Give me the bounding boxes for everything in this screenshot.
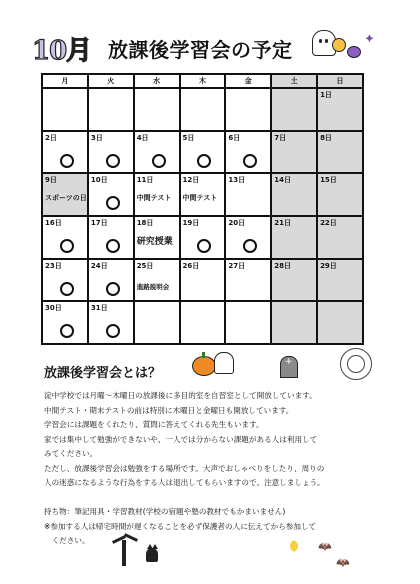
calendar-day-cell: [271, 259, 317, 302]
day-number: 18日: [136, 218, 154, 227]
day-number: 19日: [182, 218, 200, 227]
calendar-day-cell: [317, 301, 363, 344]
day-number: 24日: [90, 261, 108, 270]
ghost-icon: [214, 352, 234, 374]
weekday-header-row: [42, 74, 363, 88]
session-circle-mark: [243, 239, 257, 253]
session-circle-mark: [60, 282, 74, 296]
weekday-header: 火: [88, 74, 134, 88]
calendar-week-row: [42, 259, 363, 302]
session-circle-mark: [152, 154, 166, 168]
schedule-calendar: [41, 73, 364, 345]
event-label: 中間テスト: [182, 194, 218, 203]
day-number: 7日: [274, 133, 287, 142]
calendar-day-cell: [180, 259, 226, 302]
calendar-day-cell: [42, 131, 88, 174]
calendar-day-cell: [225, 301, 271, 344]
day-number: 27日: [228, 261, 246, 270]
pumpkin-icon: [192, 356, 216, 376]
calendar-day-cell: [271, 88, 317, 131]
session-circle-mark: [197, 154, 211, 168]
bat-icon: 🦇: [318, 540, 332, 553]
calendar-day-cell: [317, 173, 363, 216]
weekday-header: 日: [317, 74, 363, 88]
calendar-day-cell: [317, 131, 363, 174]
day-number: 30日: [45, 304, 62, 313]
calendar-day-cell: [134, 259, 180, 302]
event-label: 研究授業: [136, 236, 173, 247]
calendar-day-cell: [225, 88, 271, 131]
calendar-day-cell: [225, 131, 271, 174]
day-number: 9日: [45, 176, 57, 185]
session-circle-mark: [197, 239, 211, 253]
about-text-line: 家では集中して勉強ができないや、一人では分からない課題がある人は利用して: [44, 434, 318, 444]
session-circle-mark: [106, 324, 120, 338]
about-section: [44, 362, 384, 381]
calendar-day-cell: [134, 173, 180, 216]
about-text-line: 人の迷惑になるような行為をする人は退出してもらいますので、注意しましょう。: [44, 478, 325, 487]
day-number: 14日: [274, 176, 291, 185]
weekday-header: 金: [225, 74, 271, 88]
calendar-day-cell: [225, 259, 271, 302]
day-number: 13日: [228, 176, 246, 185]
event-label: 進路説明会: [136, 282, 170, 291]
session-circle-mark: [60, 239, 74, 253]
event-label: 中間テスト: [136, 194, 172, 203]
day-number: 1日: [320, 91, 332, 99]
day-number: 3日: [90, 133, 103, 142]
session-circle-mark: [60, 324, 74, 338]
about-text-line: 学習会には課題をくれたり、質問に答えてくれる先生もいます。: [44, 420, 264, 429]
session-circle-mark: [106, 196, 120, 210]
session-circle-mark: [106, 154, 120, 168]
day-number: 29日: [320, 261, 337, 270]
calendar-day-cell: [42, 301, 88, 344]
bat-icon: 🦇: [336, 556, 350, 569]
calendar-day-cell: [317, 259, 363, 302]
calendar-day-cell: [42, 173, 88, 216]
calendar-day-cell: [88, 259, 134, 302]
calendar-day-cell: [271, 301, 317, 344]
about-text-line: ただし、放課後学習会は勉強をする場所です。大声でおしゃべりをしたり、周りの: [44, 463, 325, 473]
calendar-day-cell: [271, 216, 317, 259]
calendar-day-cell: [180, 88, 226, 131]
session-circle-mark: [106, 282, 120, 296]
star-icon: ✦: [364, 32, 375, 47]
page-header: [32, 26, 392, 70]
calendar-week-row: [42, 173, 363, 216]
about-text-line: ください。: [44, 536, 90, 545]
calendar-week-row: [42, 301, 363, 344]
calendar-day-cell: [180, 216, 226, 259]
weekday-header: 月: [42, 74, 88, 88]
day-number: 10日: [90, 176, 108, 185]
section-title: 放課後学習会とは？: [44, 366, 162, 381]
dead-tree-icon: [110, 532, 138, 566]
calendar-day-cell: [180, 301, 226, 344]
calendar-day-cell: [88, 173, 134, 216]
calendar-day-cell: [42, 259, 88, 302]
calendar-day-cell: [180, 131, 226, 174]
day-number: 4日: [136, 133, 149, 142]
calendar-day-cell: [225, 173, 271, 216]
calendar-day-cell: [180, 173, 226, 216]
session-circle-mark: [243, 154, 257, 168]
black-cat-icon: [146, 548, 158, 562]
day-number: 8日: [320, 133, 332, 142]
calendar-day-cell: [317, 216, 363, 259]
calendar-day-cell: [134, 301, 180, 344]
day-number: 6日: [228, 133, 241, 142]
about-text-line: [44, 491, 384, 506]
day-number: 17日: [90, 218, 108, 227]
calendar-day-cell: [134, 88, 180, 131]
calendar-day-cell: [134, 131, 180, 174]
day-number: 23日: [45, 261, 62, 270]
day-number: 12日: [182, 176, 200, 185]
session-circle-mark: [60, 154, 74, 168]
calendar-day-cell: [88, 216, 134, 259]
calendar-day-cell: [42, 88, 88, 131]
about-text-line: みてください。: [44, 449, 98, 458]
about-text-line: ※参加する人は帰宅時間が遅くなることを必ず保護者の人に伝えてから参加して: [44, 521, 317, 531]
day-number: 26日: [182, 261, 200, 270]
day-number: 31日: [90, 304, 108, 313]
calendar-day-cell: [271, 131, 317, 174]
weekday-header: 木: [180, 74, 226, 88]
day-number: 25日: [136, 261, 154, 270]
candy-icon: [347, 46, 361, 58]
session-circle-mark: [106, 239, 120, 253]
calendar-week-row: [42, 131, 363, 174]
day-number: 16日: [45, 218, 62, 227]
calendar-week-row: [42, 88, 363, 131]
day-number: 2日: [45, 133, 57, 142]
calendar-day-cell: [42, 216, 88, 259]
day-number: 5日: [182, 133, 195, 142]
event-label: スポーツの日: [45, 194, 87, 203]
calendar-body: [42, 88, 363, 344]
moon-icon: [290, 540, 302, 552]
calendar-day-cell: [317, 88, 363, 131]
calendar-week-row: [42, 216, 363, 259]
calendar-day-cell: [88, 131, 134, 174]
candy-icon: [332, 38, 346, 52]
calendar-day-cell: [225, 216, 271, 259]
spider-web-icon: [340, 348, 372, 380]
page-title: 放課後学習会の予定: [108, 38, 293, 62]
calendar-day-cell: [88, 88, 134, 131]
day-number: 15日: [320, 176, 337, 185]
day-number: 21日: [274, 218, 291, 227]
day-number: 28日: [274, 261, 291, 270]
day-number: 22日: [320, 218, 337, 227]
weekday-header: 水: [134, 74, 180, 88]
calendar-day-cell: [134, 216, 180, 259]
about-text: [44, 389, 384, 549]
about-text-line: 淀中学校では月曜～木曜日の放課後に多目的室を自習室として開放しています。: [44, 391, 317, 400]
weekday-header: 土: [271, 74, 317, 88]
about-text-line: 持ち物：筆記用具・学習教材(学校の宿題や塾の教材でもかまいません): [44, 507, 286, 516]
gravestone-icon: [280, 356, 298, 378]
day-number: 11日: [136, 176, 154, 185]
calendar-day-cell: [271, 173, 317, 216]
about-text-line: 中間テスト・期末テストの前は特別に木曜日と金曜日も開放しています。: [44, 405, 294, 415]
day-number: 20日: [228, 218, 246, 227]
calendar-day-cell: [88, 301, 134, 344]
month-badge: 10月: [32, 36, 92, 66]
